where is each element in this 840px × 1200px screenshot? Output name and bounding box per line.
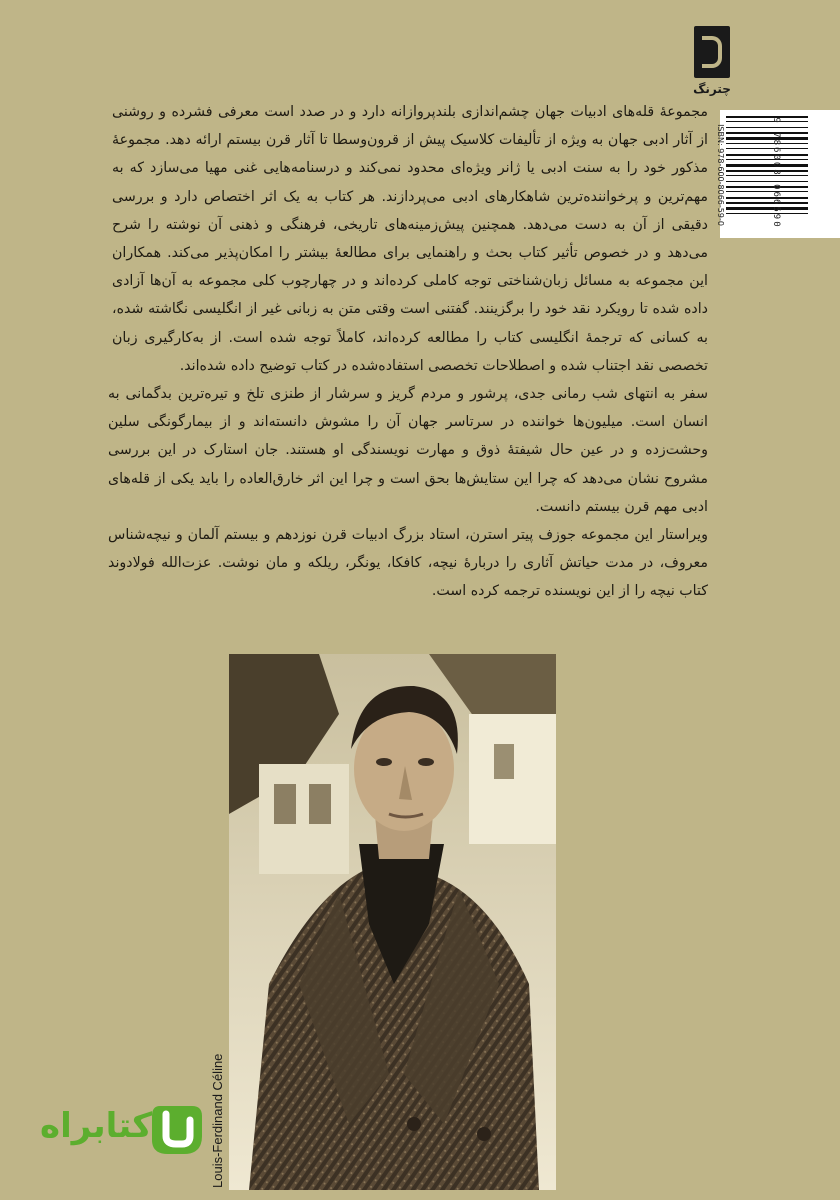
isbn-label: ISBN: 978-600-8066-59-0	[716, 124, 725, 226]
blurb-paragraph-editor: ویراستار این مجموعه جوزف پیتر استرن، استاد بزرگ ادبیات قرن نوزدهم و بیستم آلمان و نیچه‌شناس معروف، در مدت حیاتش آثاری را دربارهٔ نیچه، کافکا، یونگر، ریلکه و مان نوشت. عزت‌الله فولادوند کتاب نیچه را از این نویسنده ترجمه کرده است.	[108, 527, 708, 600]
publisher-name: چترنگ	[693, 82, 731, 96]
back-cover-blurb	[108, 98, 708, 606]
author-photo	[229, 654, 556, 1190]
publisher-logo	[692, 26, 732, 102]
store-badge-icon	[148, 1100, 206, 1158]
blurb-paragraph-series: مجموعهٔ قله‌های ادبیات جهان چشم‌اندازی بلندپروازانه دارد و در صدد است معرفی فشرده و روشنی از آثار ادبی جهان به ویژه از تألیفات کلاسیک پیش از قرون‌وسطا تا آثار قرن بیستم ارائه دهد. مجموعهٔ مذکور خود را به سنت ادبی یا ژانر ویژه‌ای محدود نمی‌کند و درسنامه‌هایی غنی مهیا می‌سازد که به مهم‌ترین و پرخواننده‌ترین شاهکارهای ادبی می‌پردازند. هر کتاب به یک اثر اختصاص دارد و بررسی دقیقی از آن به دست می‌دهد. همچنین پیش‌زمینه‌های تاریخی، فرهنگی و ذهنی آن نوشته را شرح می‌دهد و در خصوص تأثیر کتاب بحث و راهنمایی برای مطالعهٔ بیشتر را امکان‌پذیر می‌کند. همکاران این مجموعه به مسائل زبان‌شناختی توجه کاملی کرده‌اند و در چهارچوب کلی مجموعه به آن‌ها آزادی داده شده تا رویکرد نقد خود را برگزینند. گفتنی است وقتی متن به زبانی غیر از انگلیسی نگاشته شده، به کسانی که ترجمهٔ انگلیسی کتاب را مطالعه کرده‌اند، کاملاً توجه شده است. از به‌کارگیری زبان تخصصی نقد اجتناب شده و اصطلاحات تخصصی استفاده‌شده در کتاب توضیح داده شده‌اند.	[112, 104, 708, 374]
publisher-mark-icon	[694, 26, 730, 78]
store-watermark-logo	[40, 1096, 210, 1162]
photo-caption: Louis-Ferdinand Céline	[210, 1053, 225, 1188]
blurb-paragraph-novel: سفر به انتهای شب رمانی جدی، پرشور و مردم گریز و سرشار از طنزی تلخ و تیره‌ترین بدگمانی به انسان است. میلیون‌ها خواننده در سرتاسر جهان آن را مشوش دانسته‌اند و از بیمارگونگی سلین وحشت‌زده و در عین حال شیفتهٔ ذوق و مهارت نویسندگی او هستند. جان استارک در این بررسی مشروح نشان می‌دهد که چرا این ستایش‌ها بحق است و چرا این اثر خارق‌العاده را باید یکی از قله‌های ادبی مهم قرن بیستم دانست.	[108, 386, 708, 515]
isbn-digits: 9 786008 066590	[771, 117, 781, 229]
store-name: کتابراه	[40, 1106, 153, 1146]
